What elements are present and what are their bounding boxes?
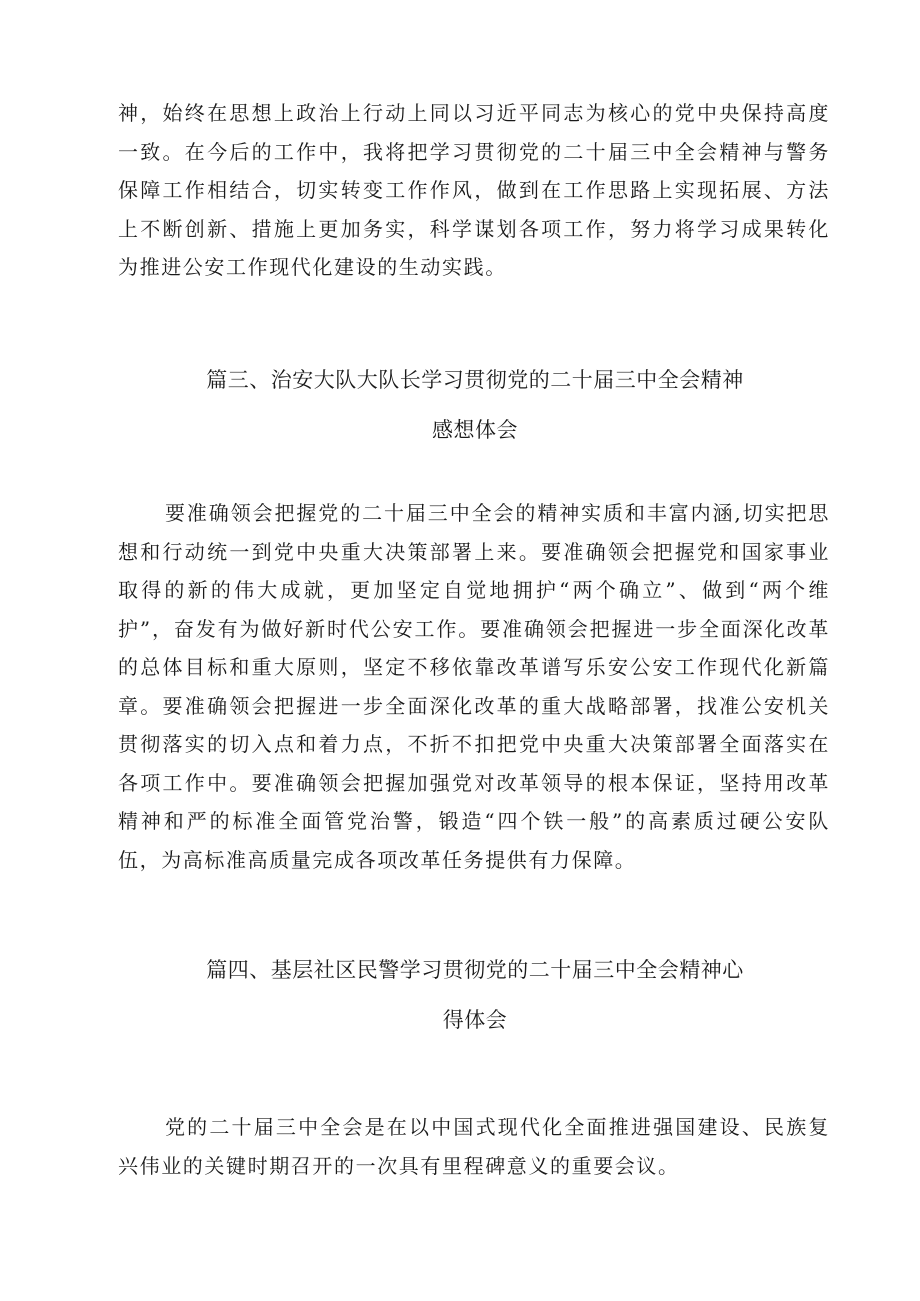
section-3-title-line-1: 篇三、治安大队大队长学习贯彻党的二十届三中全会精神: [206, 368, 744, 392]
section-3-title: [118, 355, 832, 455]
paragraph-continuation: 神，始终在思想上政治上行动上同以习近平同志为核心的党中央保持高度一致。在今后的工作中，我将把学习贯彻党的二十届三中全会精神与警务保障工作相结合，切实转变工作作风，做到在工作思路上实现拓展、方法上不断创新、措施上更加务实，科学谋划各项工作，努力将学习成果转化为推进公安工作现代化建设的生动实践。: [118, 101, 830, 279]
section-4-title: [118, 945, 832, 1045]
section-4-title-line-2: 得体会: [442, 1008, 508, 1032]
section-3-body: 要准确领会把握党的二十届三中全会的精神实质和丰富内涵,切实把思想和行动统一到党中央重大决策部署上来。要准确领会把握党和国家事业取得的新的伟大成就，更加坚定自觉地拥护“两个确立”、做到“两个维护”，奋发有为做好新时代公安工作。要准确领会把握进一步全面深化改革的总体目标和重大原则，坚定不移依靠改革谱写乐安公安工作现代化新篇章。要准确领会把握进一步全面深化改革的重大战略部署，找准公安机关贯彻落实的切入点和着力点，不折不扣把党中央重大决策部署全面落实在各项工作中。要准确领会把握加强党对改革领导的根本保证，坚持用改革精神和严的标准全面管党治警，锻造“四个铁一般”的高素质过硬公安队伍，为高标准高质量完成各项改革任务提供有力保障。: [118, 501, 830, 872]
section-4-body: 党的二十届三中全会是在以中国式现代化全面推进强国建设、民族复兴伟业的关键时期召开的一次具有里程碑意义的重要会议。: [118, 1115, 830, 1178]
section-4-title-line-1: 篇四、基层社区民警学习贯彻党的二十届三中全会精神心: [206, 958, 744, 982]
section-3-title-line-2: 感想体会: [432, 418, 518, 442]
